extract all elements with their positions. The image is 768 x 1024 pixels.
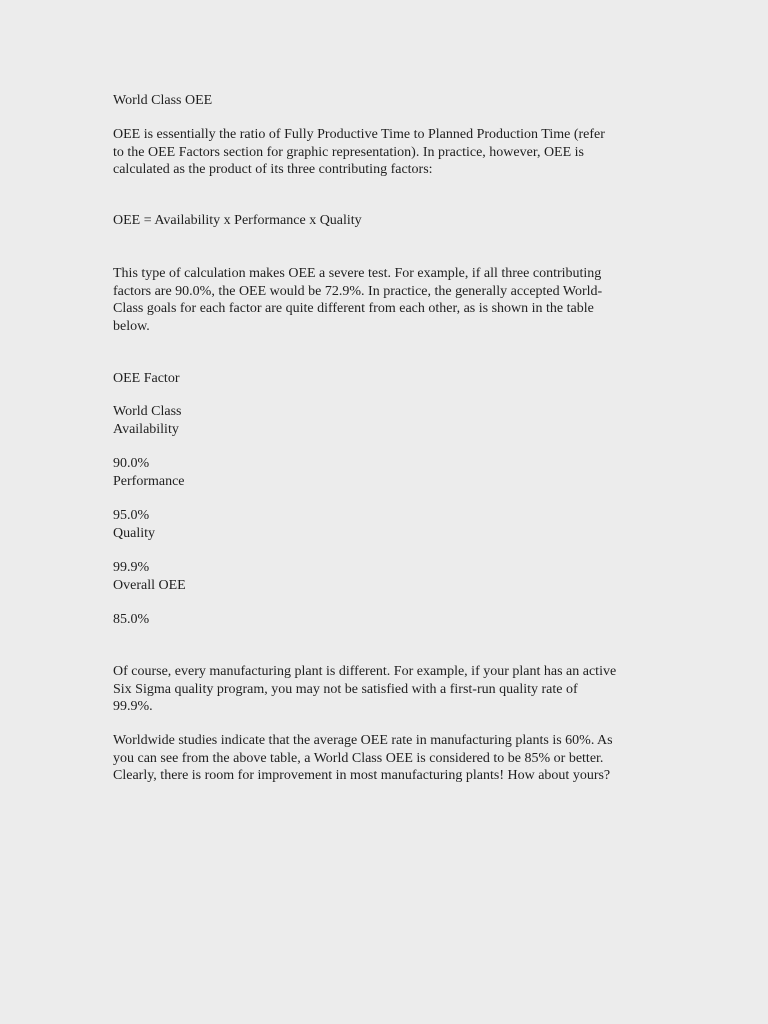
table-row-factor: Availability bbox=[113, 421, 179, 437]
title-text: World Class OEE bbox=[113, 93, 213, 108]
table-cell-group bbox=[113, 559, 673, 594]
six-sigma-line: Of course, every manufacturing plant is different. For example, if your plant has an active bbox=[113, 664, 617, 679]
severity-paragraph bbox=[113, 265, 673, 335]
intro-paragraph bbox=[113, 126, 673, 179]
table-row-value: 85.0% bbox=[113, 612, 150, 627]
table-cell-group bbox=[113, 403, 673, 438]
intro-line: calculated as the product of its three contributing factors: bbox=[113, 162, 433, 177]
table-cell-group bbox=[113, 507, 673, 542]
table-header-factor-text: OEE Factor bbox=[113, 371, 180, 386]
table-cell-group bbox=[113, 611, 673, 629]
table-row-factor: Performance bbox=[113, 473, 185, 489]
worldwide-line: Worldwide studies indicate that the average OEE rate in manufacturing plants is 60%. As bbox=[113, 733, 613, 748]
formula-text: OEE = Availability x Performance x Quality bbox=[113, 213, 362, 228]
severity-line: factors are 90.0%, the OEE would be 72.9%. In practice, the generally accepted World- bbox=[113, 283, 603, 299]
severity-line: This type of calculation makes OEE a severe test. For example, if all three contributing bbox=[113, 266, 602, 281]
table-header-world-class: World Class bbox=[113, 404, 182, 419]
severity-line: below. bbox=[113, 318, 150, 334]
table-row-value: 99.9% bbox=[113, 560, 150, 575]
table-row-factor: Quality bbox=[113, 525, 155, 541]
worldwide-line: you can see from the above table, a World Class OEE is considered to be 85% or better. bbox=[113, 750, 604, 766]
intro-line: to the OEE Factors section for graphic representation). In practice, however, OEE is bbox=[113, 144, 584, 160]
table-row-factor: Overall OEE bbox=[113, 577, 186, 593]
oee-formula bbox=[113, 212, 673, 230]
six-sigma-paragraph bbox=[113, 663, 673, 716]
table-cell-group bbox=[113, 455, 673, 490]
six-sigma-line: Six Sigma quality program, you may not be satisfied with a first-run quality rate of bbox=[113, 681, 578, 697]
worldwide-paragraph bbox=[113, 732, 673, 785]
worldwide-line: Clearly, there is room for improvement in most manufacturing plants! How about yours? bbox=[113, 768, 611, 783]
table-row-value: 90.0% bbox=[113, 456, 150, 471]
table-header-factor bbox=[113, 370, 673, 388]
intro-line: OEE is essentially the ratio of Fully Productive Time to Planned Production Time (refer bbox=[113, 127, 605, 142]
severity-line: Class goals for each factor are quite different from each other, as is shown in the table bbox=[113, 301, 594, 316]
table-row-value: 95.0% bbox=[113, 508, 150, 523]
document-title bbox=[113, 92, 673, 110]
six-sigma-line: 99.9%. bbox=[113, 699, 153, 714]
